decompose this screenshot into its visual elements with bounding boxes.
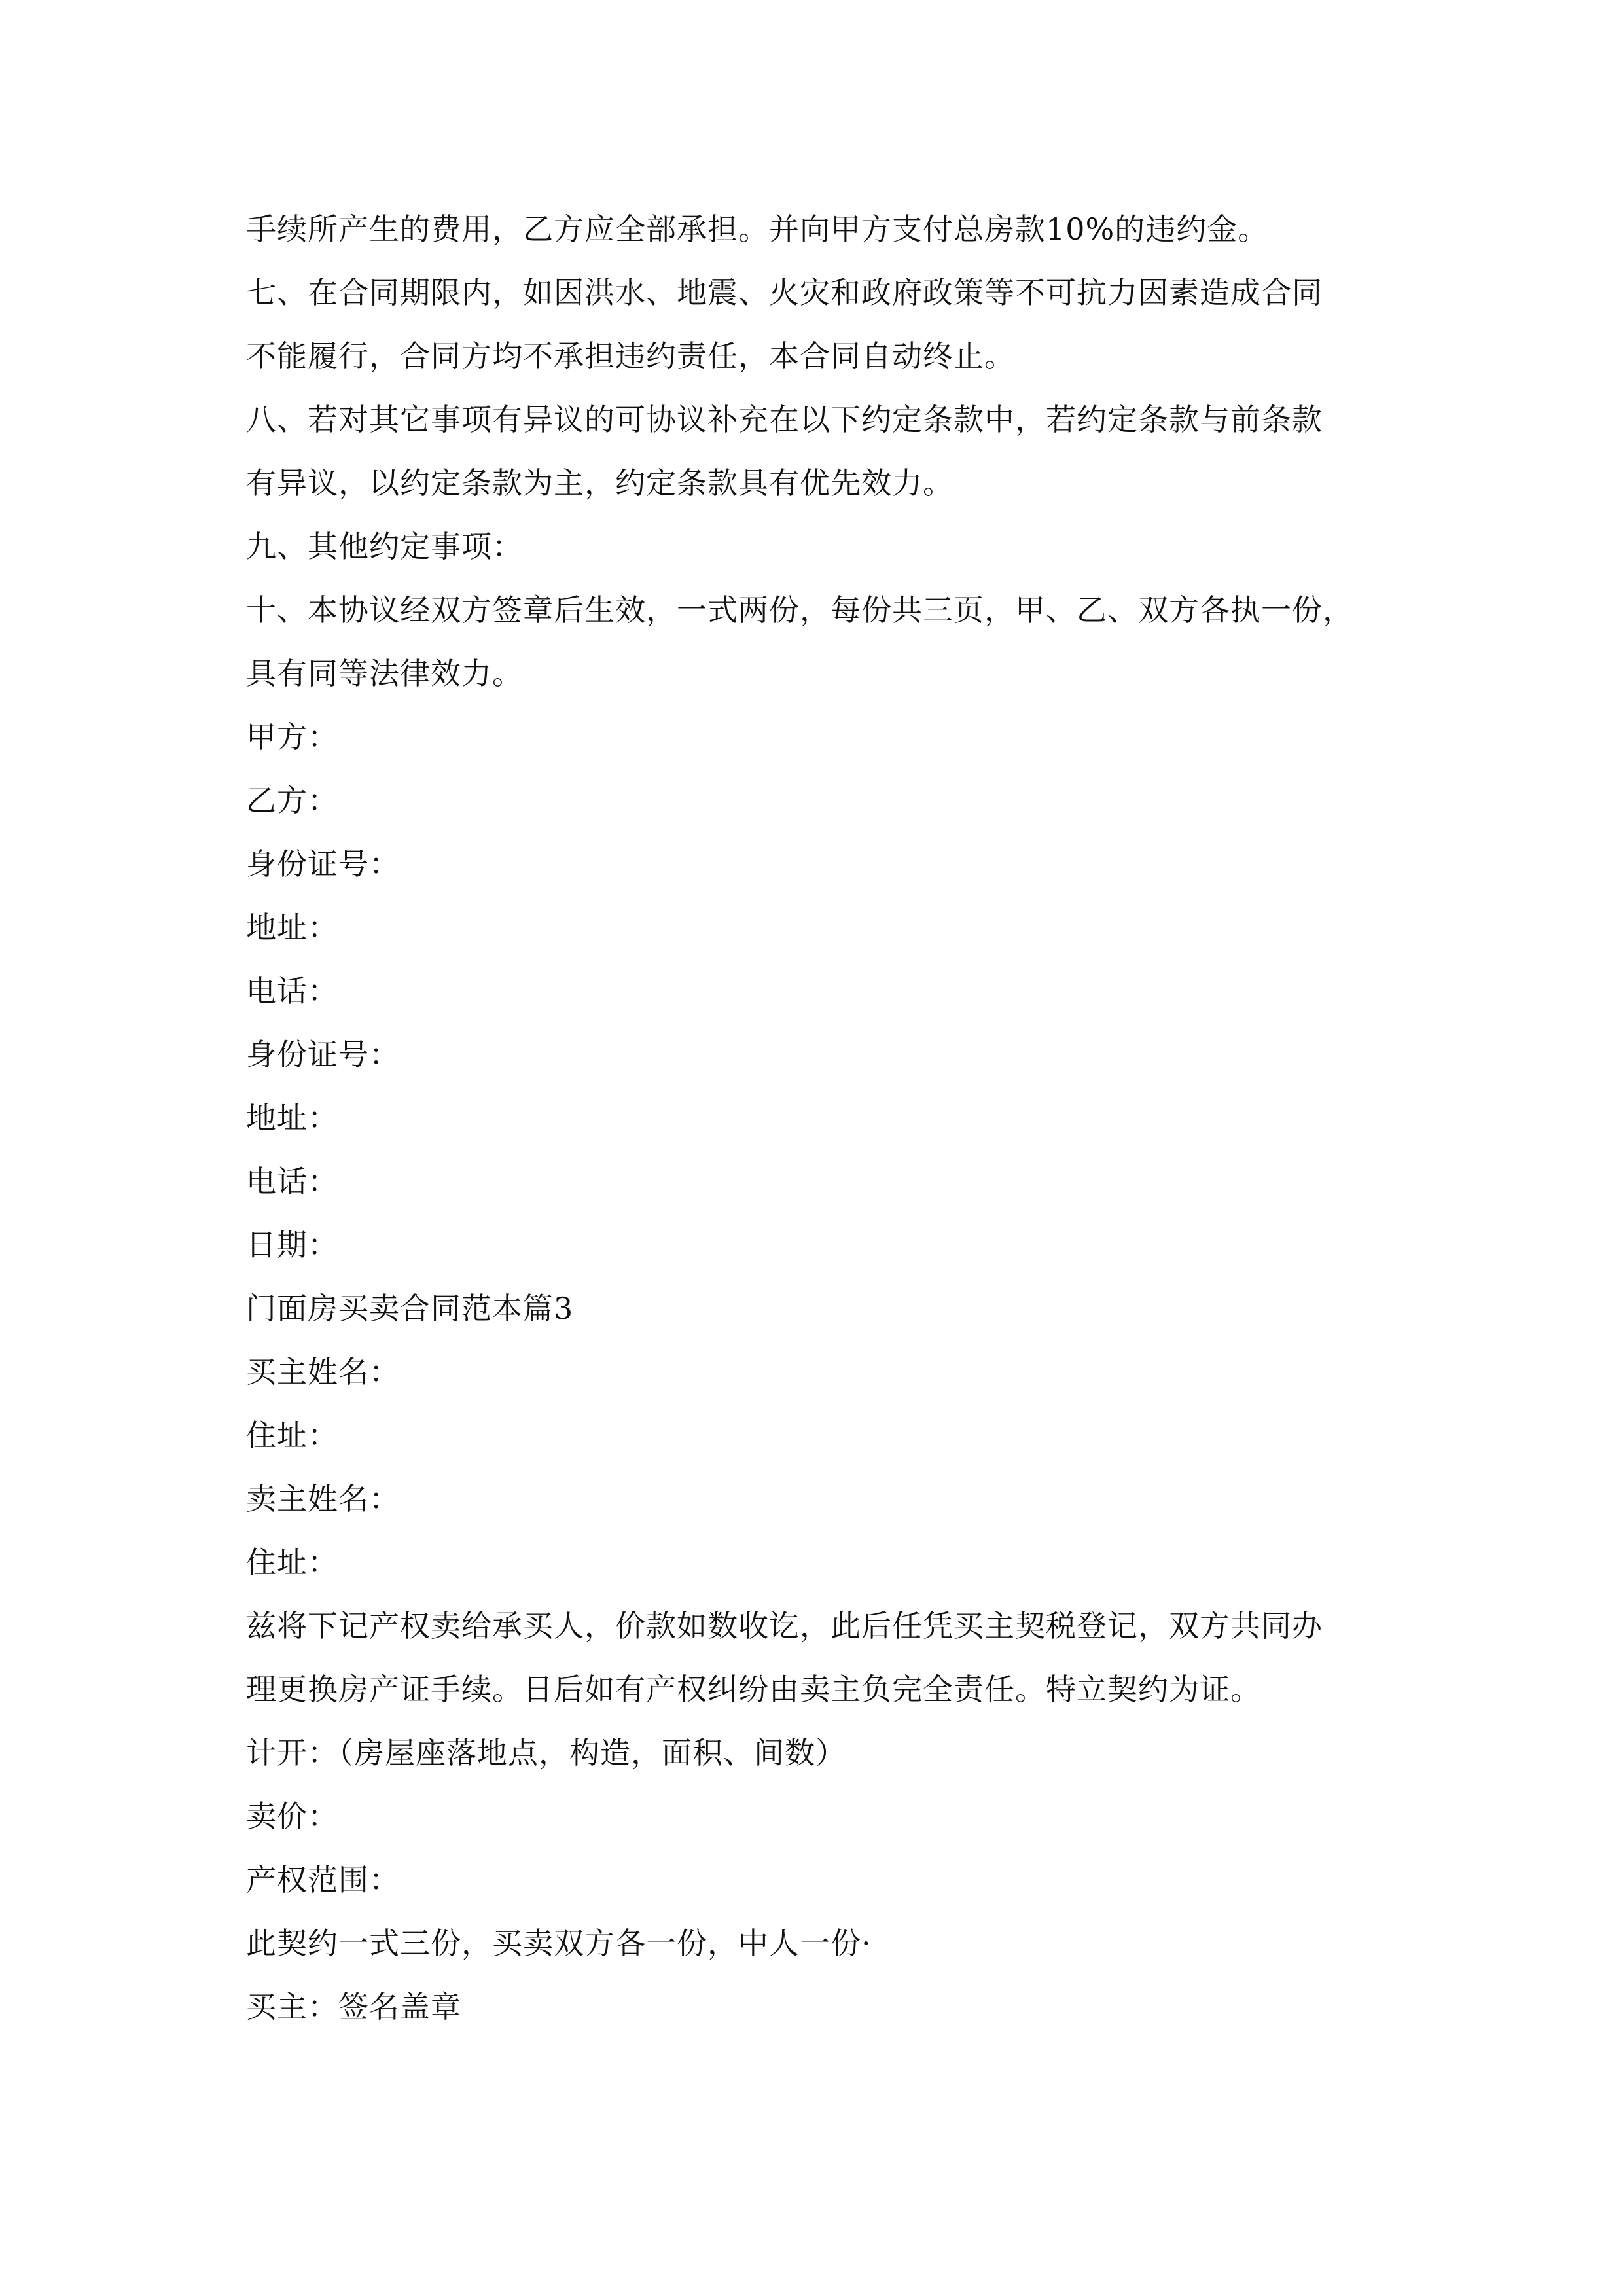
text-line: 地址： — [246, 1100, 338, 1136]
text-line: 八、若对其它事项有异议的可协议补充在以下约定条款中，若约定条款与前条款 — [246, 402, 1323, 437]
text-line: 九、其他约定事项： — [246, 529, 523, 564]
section-heading: 门面房买卖合同范本篇3 — [246, 1291, 574, 1326]
text-line: 兹将下记产权卖给承买人，价款如数收讫，此后任凭买主契税登记，双方共同办 — [246, 1608, 1323, 1643]
text-line: 身份证号： — [246, 846, 400, 882]
document-body — [246, 198, 1378, 2039]
text-line: 日期： — [246, 1227, 338, 1263]
text-line: 地址： — [246, 910, 338, 945]
text-line: 甲方： — [246, 719, 338, 755]
text-line: 住址： — [246, 1418, 338, 1453]
text-line: 七、在合同期限内，如因洪水、地震、火灾和政府政策等不可抗力因素造成合同 — [246, 275, 1323, 310]
text-line: 手续所产生的费用，乙方应全部承担。并向甲方支付总房款10%的违约金。 — [246, 211, 1269, 247]
text-line: 十、本协议经双方签章后生效，一式两份，每份共三页，甲、乙、双方各执一份， — [246, 592, 1353, 628]
text-line: 电话： — [246, 1164, 338, 1199]
text-line: 卖主姓名： — [246, 1481, 400, 1516]
text-line: 身份证号： — [246, 1037, 400, 1072]
text-line: 乙方： — [246, 783, 338, 818]
text-line: 理更换房产证手续。日后如有产权纠纷由卖主负完全责任。特立契约为证。 — [246, 1672, 1261, 1707]
text-line: 卖价： — [246, 1799, 338, 1834]
text-line: 不能履行，合同方均不承担违约责任，本合同自动终止。 — [246, 338, 1015, 374]
text-line: 计开：（房屋座落地点，构造，面积、间数） — [246, 1735, 846, 1770]
text-line: 此契约一式三份，买卖双方各一份，中人一份· — [246, 1926, 872, 1961]
text-line: 产权范围： — [246, 1862, 400, 1897]
text-line: 具有同等法律效力。 — [246, 656, 523, 691]
text-line: 电话： — [246, 973, 338, 1009]
text-line: 住址： — [246, 1545, 338, 1580]
text-line: 有异议，以约定条款为主，约定条款具有优先效力。 — [246, 465, 954, 501]
text-line: 买主：签名盖章 — [246, 1989, 461, 2024]
text-line: 买主姓名： — [246, 1354, 400, 1390]
